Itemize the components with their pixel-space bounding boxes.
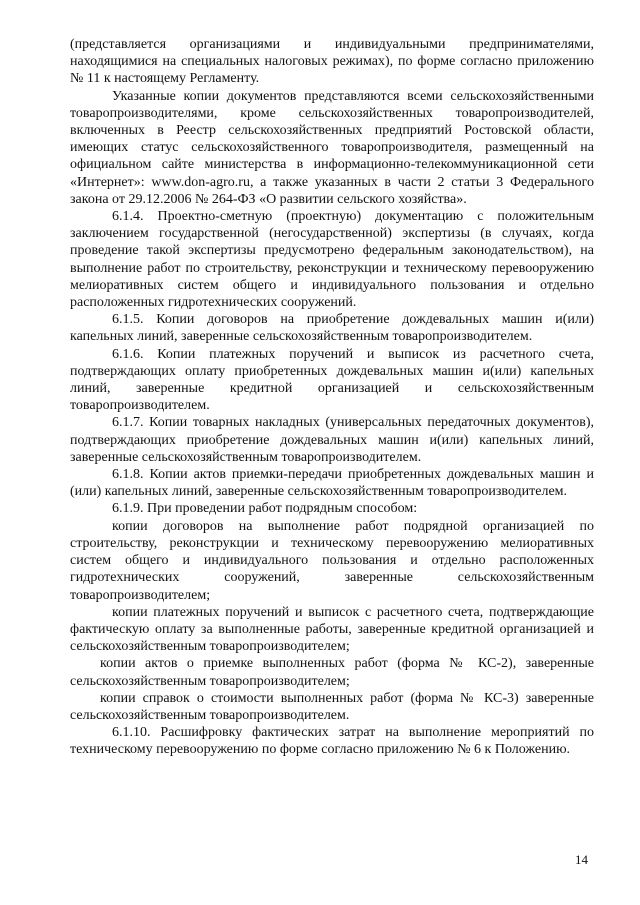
- paragraph: Указанные копии документов представляются всеми сельскохозяйственными товаропроизводителями, кроме сельскохозяйственных товаропроизводителей, включенных в Реестр сельскохозяйственных предприятий Ростовской области, имеющих статус сельскохозяйственного товаропроизводителя, размещенный на официальном сайте министерства в информационно-телекоммуникационной сети «Интернет»: www.don-agro.ru, а также указанных в части 2 статьи 3 Федерального закона от 29.12.2006 № 264-ФЗ «О развитии сельского хозяйства».: [70, 88, 594, 207]
- paragraph: копии договоров на выполнение работ подрядной организацией по строительству, реконструкции и техническому перевооружению мелиоративных систем общего и индивидуального пользования и отдельно расположенных гидротехнических сооружений, заверенные сельскохозяйственным товаропроизводителем;: [70, 518, 594, 603]
- body-text: [70, 36, 594, 759]
- page-number: 14: [575, 852, 588, 867]
- paragraph: копии платежных поручений и выписок с расчетного счета, подтверждающие фактическую оплату за выполненные работы, заверенные кредитной организацией и сельскохозяйственным товаропроизводителем;: [70, 604, 594, 655]
- paragraph: копии справок о стоимости выполненных работ (форма № КС-3) заверенные сельскохозяйственным товаропроизводителем.: [70, 690, 594, 723]
- paragraph: копии актов о приемке выполненных работ (форма № КС-2), заверенные сельскохозяйственным товаропроизводителем;: [70, 656, 594, 689]
- paragraph: (представляется организациями и индивидуальными предпринимателями, находящимися на специальных налоговых режимах), по форме согласно приложению № 11 к настоящему Регламенту.: [70, 37, 594, 87]
- paragraph: 6.1.5. Копии договоров на приобретение дождевальных машин и(или) капельных линий, заверенные сельскохозяйственным товаропроизводителем.: [70, 312, 594, 345]
- paragraph: 6.1.8. Копии актов приемки-передачи приобретенных дождевальных машин и (или) капельных линий, заверенные сельскохозяйственным товаропроизводителем.: [70, 467, 594, 500]
- paragraph: 6.1.9. При проведении работ подрядным способом:: [112, 501, 418, 517]
- paragraph: 6.1.7. Копии товарных накладных (универсальных передаточных документов), подтверждающих приобретение дождевальных машин и(или) капельных линий, заверенные сельскохозяйственным товаропроизводителем.: [70, 415, 594, 465]
- paragraph: 6.1.6. Копии платежных поручений и выписок из расчетного счета, подтверждающих оплату приобретенных дождевальных машин и(или) капельных линий, заверенные кредитной организацией и сельскохозяйственным товаропроизводителем.: [70, 346, 594, 414]
- paragraph: 6.1.4. Проектно-сметную (проектную) документацию с положительным заключением государственной (негосударственной) экспертизы (в случаях, когда проведение такой экспертизы предусмотрено федеральным законодательством), на выполнение работ по строительству, реконструкции и техническому перевооружению мелиоративных систем общего и индивидуального пользования и отдельно расположенных гидротехнических сооружений.: [70, 209, 594, 311]
- paragraph: 6.1.10. Расшифровку фактических затрат на выполнение мероприятий по техническому перевооружению по форме согласно приложению № 6 к Положению.: [70, 725, 594, 758]
